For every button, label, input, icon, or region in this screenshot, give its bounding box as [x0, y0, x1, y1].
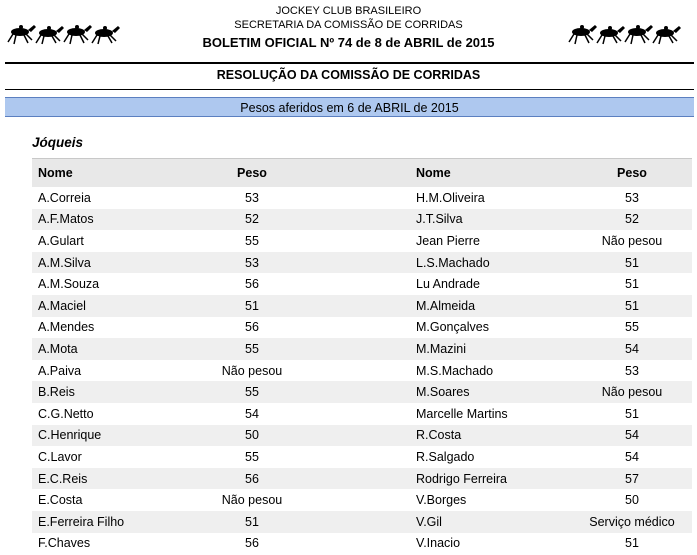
jockey-weight: 53: [245, 190, 259, 205]
jockey-weight: Não pesou: [601, 385, 663, 400]
jockey-weight: 51: [245, 298, 259, 313]
jockey-name: A.M.Souza: [38, 277, 100, 292]
jockey-name: A.Maciel: [38, 298, 86, 313]
table-row: [32, 425, 692, 447]
jockey-weight: 52: [625, 212, 639, 227]
jockey-weight: 51: [245, 514, 259, 529]
jockey-weight: 54: [625, 449, 639, 464]
table-row: [32, 360, 692, 382]
jockey-weight: 56: [245, 277, 259, 292]
jockey-name: M.Almeida: [416, 298, 476, 313]
jockey-weight: Serviço médico: [589, 514, 675, 529]
jockey-name: A.Mendes: [38, 320, 95, 335]
jockey-weight: 54: [625, 428, 639, 443]
jockey-name: C.Henrique: [38, 428, 102, 443]
jockey-weight: 53: [625, 190, 639, 205]
jockey-name: C.G.Netto: [38, 406, 94, 421]
table-row: [32, 295, 692, 317]
table-row: [32, 187, 692, 209]
jockey-weight: 55: [245, 449, 259, 464]
jockey-name: V.Gil: [416, 514, 442, 529]
jockey-name: Rodrigo Ferreira: [416, 471, 508, 486]
section-title: Jóqueis: [32, 135, 84, 150]
jockey-name: B.Reis: [38, 385, 75, 400]
column-header-weight: Peso: [237, 166, 267, 180]
department-name: SECRETARIA DA COMISSÃO DE CORRIDAS: [234, 19, 463, 31]
table-row: [32, 317, 692, 339]
horse-racing-silhouette-icon: [567, 20, 695, 46]
column-header-weight: Peso: [617, 166, 647, 180]
document-header: [0, 0, 697, 60]
table-row: [32, 209, 692, 231]
jockey-weight: 55: [245, 385, 259, 400]
divider: [5, 89, 694, 90]
bulletin-title: BOLETIM OFICIAL Nº 74 de 8 de ABRIL de 2015: [202, 35, 495, 50]
jockey-weight: 51: [625, 406, 639, 421]
table-row: [32, 381, 692, 403]
jockey-name: Lu Andrade: [416, 277, 480, 292]
jockey-name: H.M.Oliveira: [416, 190, 485, 205]
jockey-weight: 55: [625, 320, 639, 335]
jockey-name: A.F.Matos: [38, 212, 94, 227]
jockey-weight: Não pesou: [221, 493, 283, 508]
jockey-weight: 53: [245, 255, 259, 270]
jockey-name: E.C.Reis: [38, 471, 88, 486]
jockey-name: M.S.Machado: [416, 363, 494, 378]
jockey-name: Marcelle Martins: [416, 406, 508, 421]
jockey-weight: 51: [625, 277, 639, 292]
weights-date-banner: Pesos aferidos em 6 de ABRIL de 2015: [5, 97, 694, 117]
jockey-name: M.Mazini: [416, 341, 467, 356]
jockey-weight: 56: [245, 320, 259, 335]
jockey-name: M.Gonçalves: [416, 320, 489, 335]
jockey-name: V.Borges: [416, 493, 467, 508]
org-name: JOCKEY CLUB BRASILEIRO: [275, 5, 422, 17]
jockey-weight: 55: [245, 341, 259, 356]
jockey-weight: 54: [625, 341, 639, 356]
table-row: [32, 489, 692, 511]
table-row: [32, 273, 692, 295]
jockey-name: C.Lavor: [38, 449, 82, 464]
jockey-weight: 51: [625, 255, 639, 270]
jockey-name: R.Salgado: [416, 449, 475, 464]
table-row: [32, 511, 692, 533]
table-row: [32, 252, 692, 274]
jockey-weight: 52: [245, 212, 259, 227]
jockey-weights-table: [32, 158, 692, 554]
column-header-name: Nome: [416, 166, 451, 180]
table-row: [32, 338, 692, 360]
table-row: [32, 403, 692, 425]
column-header-name: Nome: [38, 166, 73, 180]
jockey-weight: 54: [245, 406, 259, 421]
jockey-name: E.Ferreira Filho: [38, 514, 125, 529]
jockey-name: V.Inacio: [416, 536, 461, 551]
jockey-weight: 50: [625, 493, 639, 508]
jockey-weight: 57: [625, 471, 639, 486]
jockey-name: R.Costa: [416, 428, 462, 443]
jockey-name: J.T.Silva: [416, 212, 463, 227]
jockey-name: A.Mota: [38, 341, 78, 356]
jockey-weight: 55: [245, 233, 259, 248]
resolution-title: RESOLUÇÃO DA COMISSÃO DE CORRIDAS: [216, 68, 481, 82]
jockey-weight: Não pesou: [601, 233, 663, 248]
table-row: [32, 468, 692, 490]
table-row: [32, 446, 692, 468]
jockey-name: E.Costa: [38, 493, 83, 508]
table-header: [32, 158, 692, 187]
table-body: [32, 187, 692, 554]
jockey-name: L.S.Machado: [416, 255, 490, 270]
jockey-weight: 56: [245, 471, 259, 486]
jockey-name: F.Chaves: [38, 536, 91, 551]
jockey-weight: 51: [625, 536, 639, 551]
jockey-name: M.Soares: [416, 385, 470, 400]
jockey-weight: 50: [245, 428, 259, 443]
table-row: [32, 533, 692, 555]
jockey-name: A.Paiva: [38, 363, 82, 378]
divider: [5, 62, 694, 64]
jockey-name: A.Gulart: [38, 233, 84, 248]
table-row: [32, 230, 692, 252]
jockey-weight: 51: [625, 298, 639, 313]
jockey-weight: 53: [625, 363, 639, 378]
jockey-weight: 56: [245, 536, 259, 551]
jockey-name: A.M.Silva: [38, 255, 91, 270]
jockey-name: A.Correia: [38, 190, 91, 205]
jockey-name: Jean Pierre: [416, 233, 480, 248]
jockey-weight: Não pesou: [221, 363, 283, 378]
